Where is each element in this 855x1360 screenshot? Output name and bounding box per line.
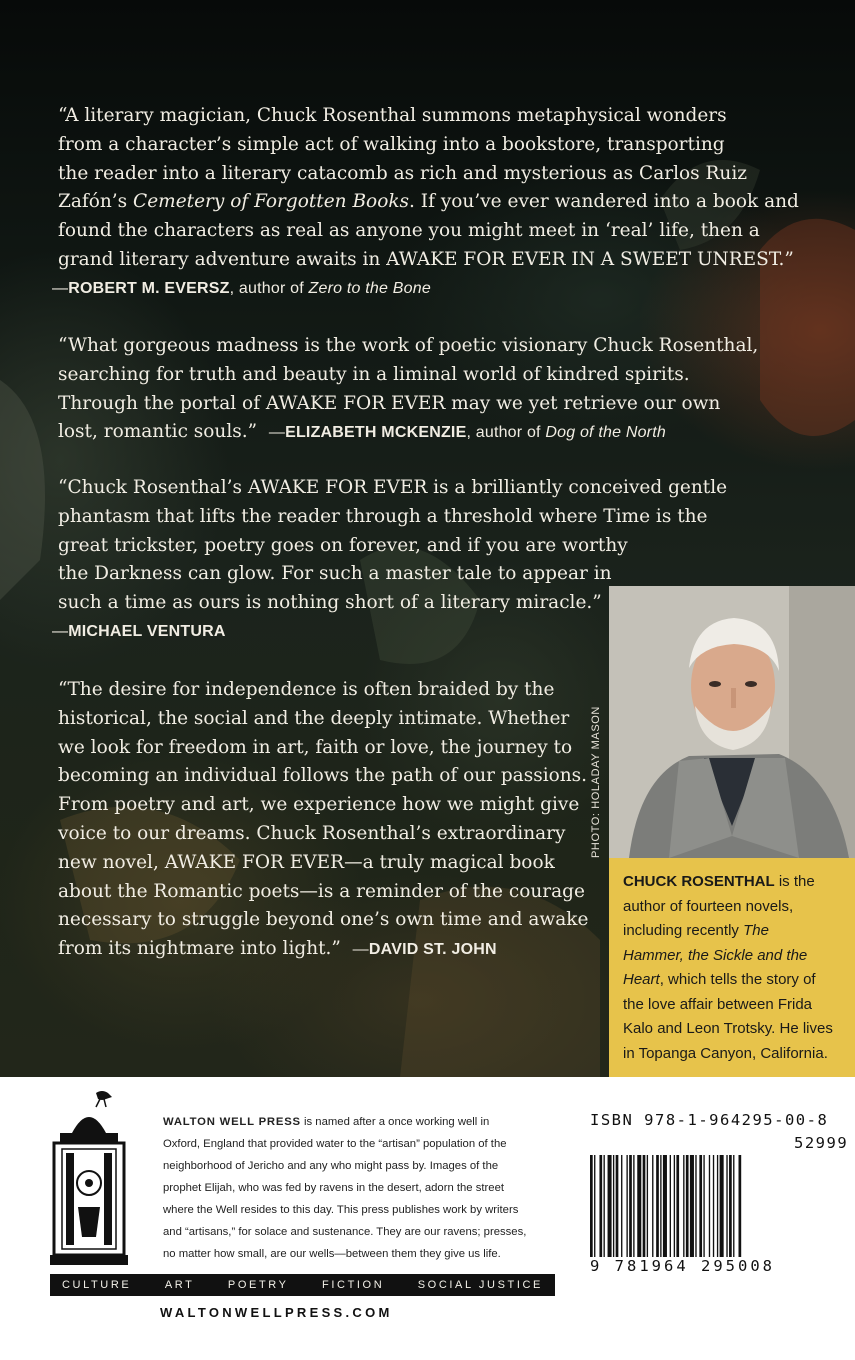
press-line: Oxford, England that provided water to the “artisan” population of the (163, 1138, 507, 1150)
barcode-bar (647, 1155, 648, 1263)
press-line: prophet Elijah, who was fed by ravens in the desert, adorn the street (163, 1182, 504, 1194)
category-culture: CULTURE (62, 1279, 132, 1291)
book-title: Cemetery of Forgotten Books (133, 191, 410, 213)
em-dash: — (352, 941, 369, 959)
barcode-bar (690, 1155, 694, 1263)
bio-line (623, 870, 847, 895)
barcode-bar (729, 1155, 732, 1263)
bio-text: is the (774, 873, 815, 890)
quote-line: voice to our dreams. Chuck Rosenthal’s extraordinary (58, 822, 566, 844)
website-url: WALTONWELLPRESS.COM (160, 1305, 393, 1320)
quote-line: “A literary magician, Chuck Rosenthal summons metaphysical wonders (58, 105, 727, 126)
em-dash: — (268, 424, 286, 442)
photo-credit: PHOTO: HOLADAY MASON (590, 706, 602, 858)
barcode-bar (643, 1155, 646, 1263)
category-social-justice: SOCIAL JUSTICE (417, 1279, 543, 1291)
author-work: Dog of the North (545, 424, 666, 442)
attribution-eversz (52, 275, 799, 304)
barcode-bar (683, 1155, 684, 1263)
barcode-bar (633, 1155, 634, 1263)
author-name: DAVID ST. JOHN (368, 941, 497, 959)
quote-text: Zafón’s (58, 191, 134, 213)
bio-line: in Topanga Canyon, California. (623, 1044, 828, 1062)
category-bar (50, 1274, 555, 1296)
quote-line (58, 935, 588, 965)
quote-line: phantasm that lifts the reader through a threshold where Time is the (58, 505, 708, 527)
quote-line: great trickster, poetry goes on forever, and if you are worthy (58, 534, 628, 556)
barcode-bar (695, 1155, 696, 1263)
press-line: where the Well resides to this day. This press publishes work by writers (163, 1204, 519, 1216)
bio-book-title: The (743, 922, 769, 939)
barcode-bar (594, 1155, 595, 1263)
em-dash: — (52, 279, 69, 297)
category-art: ART (164, 1279, 195, 1291)
quote-line: Through the portal of AWAKE FOR EVER may we yet retrieve our own (58, 392, 721, 414)
quote-line: necessary to struggle beyond one’s own time and awake (58, 909, 589, 931)
barcode-bar (699, 1155, 702, 1263)
bio-line (623, 944, 847, 969)
quote-line (58, 188, 799, 217)
quote-text: lost, romantic souls.” (58, 421, 258, 443)
author-name: ELIZABETH MCKENZIE (285, 424, 467, 442)
quote-line: about the Romantic poets—is a reminder of the courage (58, 880, 585, 902)
attribution-connector: , author of (466, 424, 546, 442)
press-description (163, 1111, 563, 1265)
bio-author-name: CHUCK ROSENTHAL (623, 873, 775, 890)
bio-text: including recently (623, 922, 744, 939)
barcode-bar (674, 1155, 675, 1263)
category-poetry: POETRY (227, 1279, 289, 1291)
press-name: WALTON WELL PRESS (163, 1116, 301, 1128)
press-text: is named after a once working well in (300, 1116, 490, 1128)
barcode-number: 9 781964 295008 (590, 1257, 779, 1275)
author-photo (609, 586, 855, 858)
bio-line: author of fourteen novels, (623, 897, 794, 915)
bio-line: the love affair between Frida (623, 995, 813, 1013)
publisher-panel (0, 1077, 855, 1360)
barcode-bar (590, 1155, 593, 1263)
bio-line (623, 968, 847, 993)
author-bio (609, 858, 855, 1077)
price-code: 52999 (794, 1134, 849, 1152)
isbn-text: ISBN 978-1-964295-00-8 (590, 1111, 829, 1129)
barcode-bar (637, 1155, 641, 1263)
quote-line: such a time as ours is nothing short of a literary miracle.” (58, 592, 602, 614)
quote-text: . If you’ve ever wandered into a book and (409, 191, 799, 213)
barcode-bar (599, 1155, 602, 1263)
bio-line: Kalo and Leon Trotsky. He lives (623, 1020, 833, 1037)
author-name: ROBERT M. EVERSZ (68, 279, 230, 297)
quote-line: historical, the social and the deeply intimate. Whether (58, 707, 570, 729)
bio-text: , which tells the story of (659, 971, 816, 988)
quote-line: “The desire for independence is often braided by the (58, 679, 555, 700)
barcode-bar (713, 1155, 714, 1263)
barcode-bar (717, 1155, 718, 1263)
quote-line: from a character’s simple act of walking into a bookstore, transporting (58, 133, 725, 155)
barcode-bar (686, 1155, 689, 1263)
em-dash: — (52, 622, 69, 640)
barcode-bar (733, 1155, 734, 1263)
barcode-bar (739, 1155, 742, 1263)
press-line: neighborhood of Jericho and any who might pass by. Images of the (163, 1160, 499, 1172)
quote-line: new novel, AWAKE FOR EVER—a truly magical book (58, 851, 555, 873)
walton-well-logo (50, 1087, 128, 1267)
quote-line: the reader into a literary catacomb as rich and mysterious as Carlos Ruiz (58, 162, 748, 184)
bio-book-title: Hammer, the Sickle and the (623, 946, 808, 964)
bio-book-title: Heart (623, 971, 660, 988)
barcode-bar (626, 1155, 627, 1263)
quote-line: “Chuck Rosenthal’s AWAKE FOR EVER is a brilliantly conceived gentle (58, 477, 728, 498)
press-line: and “artisans,” for solace and sustenance. They are our ravens; presses, (163, 1226, 527, 1238)
quote-line: the Darkness can glow. For such a master tale to appear in (58, 563, 612, 585)
barcode-bar (604, 1155, 605, 1263)
barcode-bar (613, 1155, 614, 1263)
barcode-bar (703, 1155, 704, 1263)
quote-line: From poetry and art, we experience how we might give (58, 794, 580, 816)
barcode-bar (726, 1155, 727, 1263)
press-line: no matter how small, are our wells—between them they give us life. (163, 1248, 501, 1260)
quote-line: searching for truth and beauty in a liminal world of kindred spirits. (58, 363, 690, 385)
attribution-st-john (353, 941, 497, 958)
quote-line: becoming an individual follows the path of our passions. (58, 765, 588, 787)
quote-line (58, 418, 758, 448)
author-work: Zero to the Bone (308, 279, 431, 297)
quote-line: “What gorgeous madness is the work of poetic visionary Chuck Rosenthal, (58, 335, 759, 356)
barcode-bar (652, 1155, 653, 1263)
quote-line: grand literary adventure awaits in AWAKE FOR EVER IN A SWEET UNREST.” (58, 248, 794, 270)
quote-eversz (52, 102, 799, 304)
quote-text: from its nightmare into light.” (58, 938, 341, 960)
quote-mckenzie (58, 332, 758, 448)
barcode-bar (660, 1155, 661, 1263)
quote-line: found the characters as real as anyone you might meet in ‘real’ life, then a (58, 220, 760, 242)
author-portrait-illustration (609, 586, 855, 858)
barcode-bar (720, 1155, 724, 1263)
bio-line (623, 919, 847, 944)
barcode-bar (676, 1155, 679, 1263)
barcode-bar (629, 1155, 632, 1263)
barcode-bar (621, 1155, 622, 1263)
author-name: MICHAEL VENTURA (68, 622, 226, 640)
barcode-bar (709, 1155, 710, 1263)
barcode-bar (608, 1155, 612, 1263)
barcode-bar (656, 1155, 659, 1263)
press-line (163, 1111, 563, 1133)
barcode-bar (663, 1155, 667, 1263)
attribution-connector: , author of (229, 279, 309, 297)
barcode-bar (670, 1155, 671, 1263)
barcode-bar (616, 1155, 619, 1263)
quote-line: we look for freedom in art, faith or love, the journey to (58, 736, 573, 758)
quote-st-john (58, 676, 588, 965)
attribution-mckenzie (269, 424, 666, 441)
category-fiction: FICTION (322, 1279, 385, 1291)
